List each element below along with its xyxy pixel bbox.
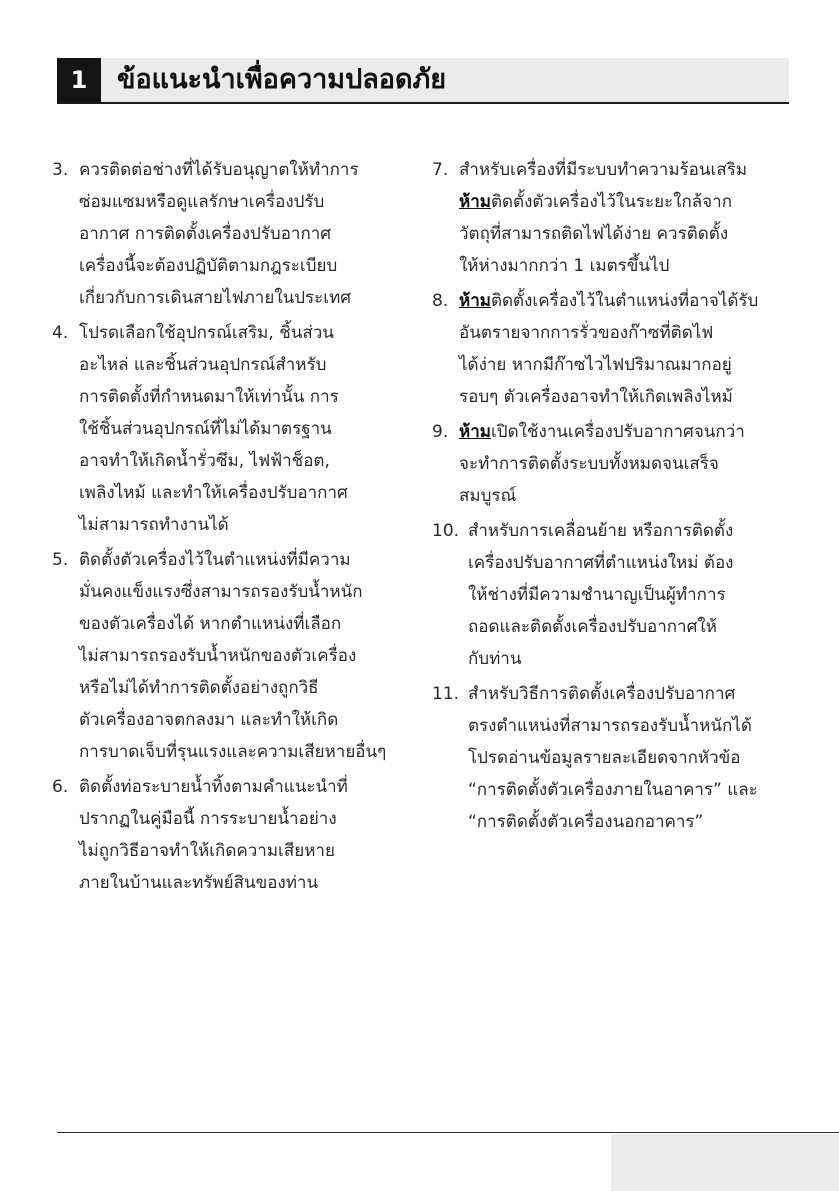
text-line: ใช้ชิ้นส่วนอุปกรณ์ที่ไม่ได้มาตรฐาน <box>79 419 332 439</box>
footer-page-box <box>611 1134 839 1191</box>
text-line: ควรติดต่อช่างที่ได้รับอนุญาตให้ทำการ <box>79 160 359 180</box>
list-item <box>52 771 402 899</box>
text-line: ไม่ถูกวิธีอาจทำให้เกิดความเสียหาย <box>79 841 335 861</box>
text-line: ซ่อมแซมหรือดูแลรักษาเครื่องปรับ <box>79 192 325 212</box>
warning-word: ห้าม <box>459 192 491 212</box>
text-line: อันตรายจากการรั่วของก๊าซที่ติดไฟ <box>459 323 714 343</box>
text-line: ของตัวเครื่องได้ หากตำแหน่งที่เลือก <box>79 614 342 634</box>
text-line: สมบูรณ์ <box>459 486 517 506</box>
text-line: เพลิงไหม้ และทำให้เครื่องปรับอากาศ <box>79 483 348 503</box>
item-text <box>432 154 797 282</box>
warning-text: เปิดใช้งานเครื่องปรับอากาศจนกว่า <box>490 422 745 442</box>
text-line: รอบๆ ตัวเครื่องอาจทำให้เกิดเพลิงไหม้ <box>459 387 733 407</box>
item-number: 7. <box>432 160 449 180</box>
warning-text: ติดตั้งเครื่องไว้ในตำแหน่งที่อาจได้รับ <box>490 291 759 311</box>
list-item <box>432 416 797 512</box>
item-text <box>432 515 797 675</box>
text-line: ให้ห่างมากกว่า 1 เมตรขึ้นไป <box>459 256 670 276</box>
item-number: 3. <box>52 160 69 180</box>
item-number: 5. <box>52 550 69 570</box>
item-number: 11. <box>432 684 460 704</box>
item-text <box>52 771 402 899</box>
text-line: การติดตั้งที่กำหนดมาให้เท่านั้น การ <box>79 387 339 407</box>
text-line: อะไหล่ และชิ้นส่วนอุปกรณ์สำหรับ <box>79 355 327 375</box>
text-line: ไม่สามารถทำงานได้ <box>79 515 229 535</box>
text-line: ติดตั้งตัวเครื่องไว้ในตำแหน่งที่มีความ <box>79 550 351 570</box>
list-item <box>432 678 797 838</box>
text-line: “การติดตั้งตัวเครื่องนอกอาคาร” <box>468 812 704 832</box>
text-line: ได้ง่าย หากมีก๊าซไวไฟปริมาณมากอยู่ <box>459 355 732 375</box>
item-number: 10. <box>432 521 460 541</box>
text-line: วัตถุที่สามารถติดไฟได้ง่าย ควรติดตั้ง <box>459 224 729 244</box>
text-line: โปรดเลือกใช้อุปกรณ์เสริม, ชิ้นส่วน <box>79 323 334 343</box>
item-text <box>432 678 797 838</box>
list-item <box>432 285 797 413</box>
text-line: “การติดตั้งตัวเครื่องภายในอาคาร” และ <box>468 780 758 800</box>
warning-text: ติดตั้งตัวเครื่องไว้ในระยะใกล้จาก <box>490 192 732 212</box>
item-text <box>52 154 402 314</box>
text-line: จะทำการติดตั้งระบบทั้งหมดจนเสร็จ <box>459 454 719 474</box>
text-line: ติดตั้งท่อระบายน้ำทิ้งตามคำแนะนำที่ <box>79 777 348 797</box>
text-line: ไม่สามารถรองรับน้ำหนักของตัวเครื่อง <box>79 646 357 666</box>
text-line <box>459 285 797 317</box>
text-line: สำหรับการเคลื่อนย้าย หรือการติดตั้ง <box>468 521 734 541</box>
warning-word: ห้าม <box>459 422 491 442</box>
item-number: 9. <box>432 422 449 442</box>
item-text <box>432 416 797 512</box>
text-line: โปรดอ่านข้อมูลรายละเอียดจากหัวข้อ <box>468 748 741 768</box>
text-line: ถอดและติดตั้งเครื่องปรับอากาศให้ <box>468 617 717 637</box>
text-line: เครื่องปรับอากาศที่ตำแหน่งใหม่ ต้อง <box>468 553 734 573</box>
text-line <box>459 186 797 218</box>
text-line <box>459 416 797 448</box>
footer-divider <box>57 1132 839 1133</box>
list-item <box>52 544 402 768</box>
text-line: อากาศ การติดตั้งเครื่องปรับอากาศ <box>79 224 332 244</box>
item-text <box>52 317 402 541</box>
text-line: กับท่าน <box>468 649 522 669</box>
item-text <box>52 544 402 768</box>
item-text <box>432 285 797 413</box>
text-line: ปรากฏในคู่มือนี้ การระบายน้ำอย่าง <box>79 809 337 829</box>
text-line: สำหรับเครื่องที่มีระบบทำความร้อนเสริม <box>459 160 748 180</box>
text-line: มั่นคงแข็งแรงซึ่งสามารถรองรับน้ำหนัก <box>79 582 363 602</box>
section-header <box>57 58 789 104</box>
list-item <box>52 154 402 314</box>
warning-word: ห้าม <box>459 291 491 311</box>
item-number: 8. <box>432 291 449 311</box>
item-number: 4. <box>52 323 69 343</box>
left-column <box>52 154 402 902</box>
item-number: 6. <box>52 777 69 797</box>
list-item <box>52 317 402 541</box>
section-title: ข้อแนะนำเพื่อความปลอดภัย <box>117 64 447 95</box>
section-number-badge: 1 <box>57 58 101 102</box>
list-item <box>432 154 797 282</box>
text-line: เครื่องนี้จะต้องปฏิบัติตามกฎระเบียบ <box>79 256 338 276</box>
text-line: หรือไม่ได้ทำการติดตั้งอย่างถูกวิธี <box>79 678 319 698</box>
text-line: ตรงตำแหน่งที่สามารถรองรับน้ำหนักได้ <box>468 716 752 736</box>
text-line: การบาดเจ็บที่รุนแรงและความเสียหายอื่นๆ <box>79 742 387 762</box>
text-line: สำหรับวิธีการติดตั้งเครื่องปรับอากาศ <box>468 684 736 704</box>
list-item <box>432 515 797 675</box>
text-line: อาจทำให้เกิดน้ำรั่วซึม, ไฟฟ้าช็อต, <box>79 451 330 471</box>
text-line: ภายในบ้านและทรัพย์สินของท่าน <box>79 873 319 893</box>
text-line: เกี่ยวกับการเดินสายไฟภายในประเทศ <box>79 288 352 308</box>
text-line: ให้ช่างที่มีความชำนาญเป็นผู้ทำการ <box>468 585 726 605</box>
right-column <box>432 154 797 841</box>
text-line: ตัวเครื่องอาจตกลงมา และทำให้เกิด <box>79 710 339 730</box>
